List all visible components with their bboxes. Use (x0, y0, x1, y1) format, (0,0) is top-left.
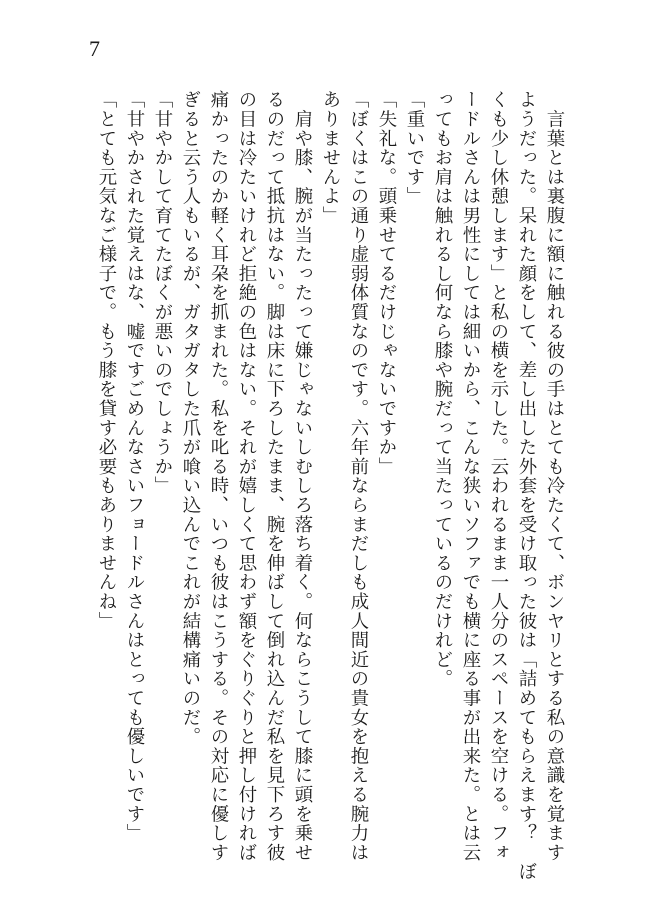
text-line: 肩や膝、腕が当たったって嫌じゃないしむしろ落ち着く。何ならこうして膝に頭を乗せ (292, 90, 313, 862)
text-line: ぎると云う人もいるが、ガタガタした爪が喰い込んでこれが結構痛いのだ。 (180, 90, 201, 747)
text-line: ってもお肩は触れるし何なら膝や腕だって当たっているのだけれど。 (432, 90, 453, 689)
page-number: 7 (89, 36, 100, 61)
text-line: 言葉とは裏腹に額に触れる彼の手はとても冷たくて、ボンヤリとする私の意識を覚ます (544, 90, 565, 862)
text-line: ようだった。呆れた顔をして、差し出した外套を受け取った彼は「詰めてもらえます？ ぼ (516, 90, 537, 882)
text-line: 「甘やかして育てたぼくが悪いのでしょうか」 (152, 90, 173, 496)
body-text (92, 90, 568, 882)
text-line: 「失礼な。頭乗せてるだけじゃないですか」 (376, 90, 397, 476)
text-line: 「重いです」 (404, 90, 425, 206)
text-line: ードルさんは男性にしては細いから、こんな狭いソファでも横に座る事が出来た。とは云 (460, 90, 481, 862)
text-line: 「甘やかされた覚えはな、嘘ですごめんなさいフョードルさんはとっても優しいです」 (124, 90, 145, 843)
text-line: の目は冷たいけれど拒絶の色はない。それが嬉しくて思わず額をぐりぐりと押し付ければ (236, 90, 257, 862)
text-line: くも少し休憩します」と私の横を示した。云われるまま一人分のスペースを空ける。フォ (488, 90, 509, 862)
text-line: ありませんよ」 (320, 90, 341, 226)
text-line: 「ぼくはこの通り虚弱体質なのです。六年前ならまだしも成人間近の貴女を抱える腕力は (348, 90, 369, 862)
text-line: 痛かったのか軽く耳朶を抓まれた。私を叱る時、いつも彼はこうする。その対応に優しす (208, 90, 229, 862)
text-line: 「とても元気なご様子で。もう膝を貸す必要もありませんね」 (96, 90, 117, 631)
text-line: るのだって抵抗はない。脚は床に下ろしたまま、腕を伸ばして倒れ込んだ私を見下ろす彼 (264, 90, 285, 862)
